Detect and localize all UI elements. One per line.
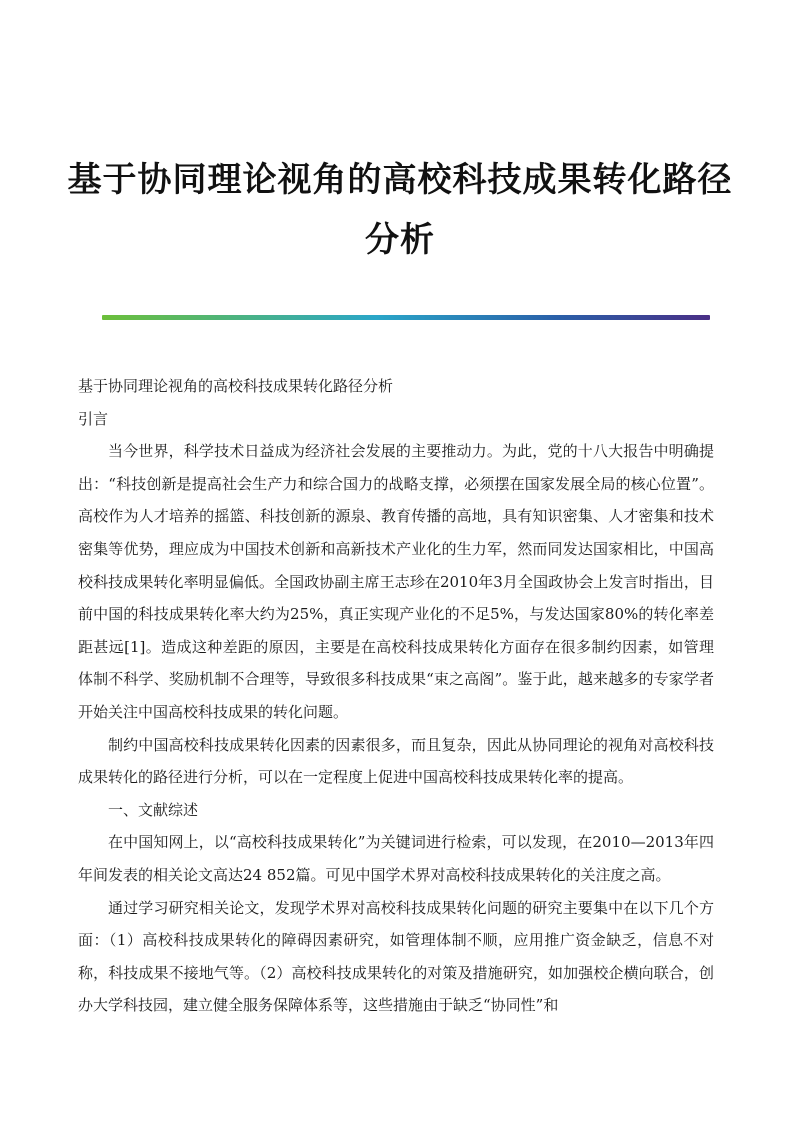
- body-paragraph-1: 当今世界，科学技术日益成为经济社会发展的主要推动力。为此，党的十八大报告中明确提出：“科技创新是提高社会生产力和综合国力的战略支撑，必须摆在国家发展全局的核心位置”。高校作为人才培养的摇篮、科技创新的源泉、教育传播的高地，具有知识密集、人才密集和技术密集等优势，理应成为中国技术创新和高新技术产业化的生力军，然而同发达国家相比，中国高校科技成果转化率明显偏低。全国政协副主席王志珍在2010年3月全国政协会上发言时指出，目前中国的科技成果转化率大约为25%，真正实现产业化的不足5%，与发达国家80%的转化率差距甚远[1]。造成这种差距的原因，主要是在高校科技成果转化方面存在很多制约因素，如管理体制不科学、奖励机制不合理等，导致很多科技成果“束之高阁”。鉴于此，越来越多的专家学者开始关注中国高校科技成果的转化问题。: [78, 442, 714, 721]
- body-paragraph-2: 制约中国高校科技成果转化因素的因素很多，而且复杂，因此从协同理论的视角对高校科技成果转化的路径进行分析，可以在一定程度上促进中国高校科技成果转化率的提高。: [78, 735, 714, 787]
- document-body: [78, 370, 714, 1022]
- title-divider: [102, 315, 710, 320]
- body-paragraph-3: 在中国知网上，以“高校科技成果转化”为关键词进行检索，可以发现，在2010—2013年四年间发表的相关论文高达24 852篇。可见中国学术界对高校科技成果转化的关注度之高。: [78, 833, 714, 884]
- document-title-line-1: 基于协同理论视角的高校科技成果转化路径: [67, 160, 733, 200]
- document-title-line-2: 分析: [365, 220, 435, 260]
- body-paragraph-4: 通过学习研究相关论文，发现学术界对高校科技成果转化问题的研究主要集中在以下几个方面：（1）高校科技成果转化的障碍因素研究，如管理体制不顺，应用推广资金缺乏，信息不对称，科技成果不接地气等。（2）高校科技成果转化的对策及措施研究，如加强校企横向联合，创办大学科技园，建立健全服务保障体系等，这些措施由于缺乏“协同性”和: [78, 898, 714, 1015]
- subtitle-paragraph: 基于协同理论视角的高校科技成果转化路径分析: [78, 377, 394, 395]
- document-title: [60, 150, 740, 270]
- section-heading-intro: 引言: [78, 409, 109, 428]
- section-heading-literature-review: 一、文献综述: [108, 800, 199, 819]
